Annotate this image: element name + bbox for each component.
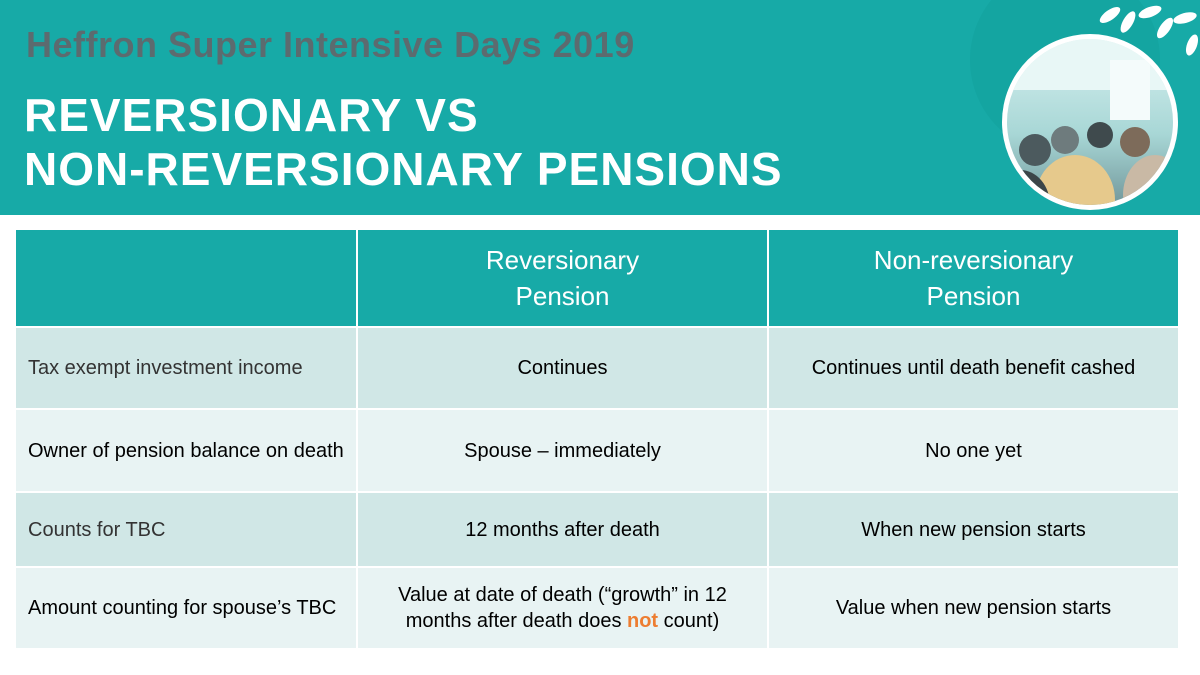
comparison-table	[14, 228, 1180, 650]
header-non-reversionary-pension	[768, 229, 1179, 327]
header-empty-cell	[15, 229, 357, 327]
non-reversionary-cell: Value when new pension starts	[768, 567, 1179, 649]
reversionary-cell: Spouse – immediately	[357, 409, 768, 492]
table-row	[15, 409, 1179, 492]
highlight-not: not	[627, 610, 659, 632]
slide-title-line-2: NON-REVERSIONARY PENSIONS	[24, 143, 783, 195]
reversionary-text-before: Value at date of death (“growth” in 12 months after death does	[398, 584, 727, 632]
row-label: Owner of pension balance on death	[15, 409, 357, 492]
reversionary-cell: Continues	[357, 327, 768, 409]
header-banner	[0, 0, 1200, 215]
non-reversionary-cell: Continues until death benefit cashed	[768, 327, 1179, 409]
reversionary-text-after: count)	[658, 610, 720, 632]
decorative-photo-circle	[960, 0, 1200, 215]
slide-title-line-1: REVERSIONARY VS	[24, 89, 479, 141]
row-label: Counts for TBC	[15, 492, 357, 567]
header-reversionary-line-2: Pension	[515, 281, 610, 311]
header-non-reversionary-line-2: Pension	[926, 281, 1021, 311]
header-reversionary-pension	[357, 229, 768, 327]
table-row	[15, 567, 1179, 649]
row-label: Tax exempt investment income	[15, 327, 357, 409]
non-reversionary-cell: When new pension starts	[768, 492, 1179, 567]
table-row	[15, 492, 1179, 567]
row-label: Amount counting for spouse’s TBC	[15, 567, 357, 649]
slide-title	[24, 88, 783, 196]
header-reversionary-line-1: Reversionary	[485, 245, 640, 275]
non-reversionary-cell: No one yet	[768, 409, 1179, 492]
table-header-row	[15, 229, 1179, 327]
header-non-reversionary-line-1: Non-reversionary	[873, 245, 1074, 275]
table-row	[15, 327, 1179, 409]
event-title: Heffron Super Intensive Days 2019	[26, 24, 635, 65]
reversionary-cell: 12 months after death	[357, 492, 768, 567]
reversionary-cell	[357, 567, 768, 649]
